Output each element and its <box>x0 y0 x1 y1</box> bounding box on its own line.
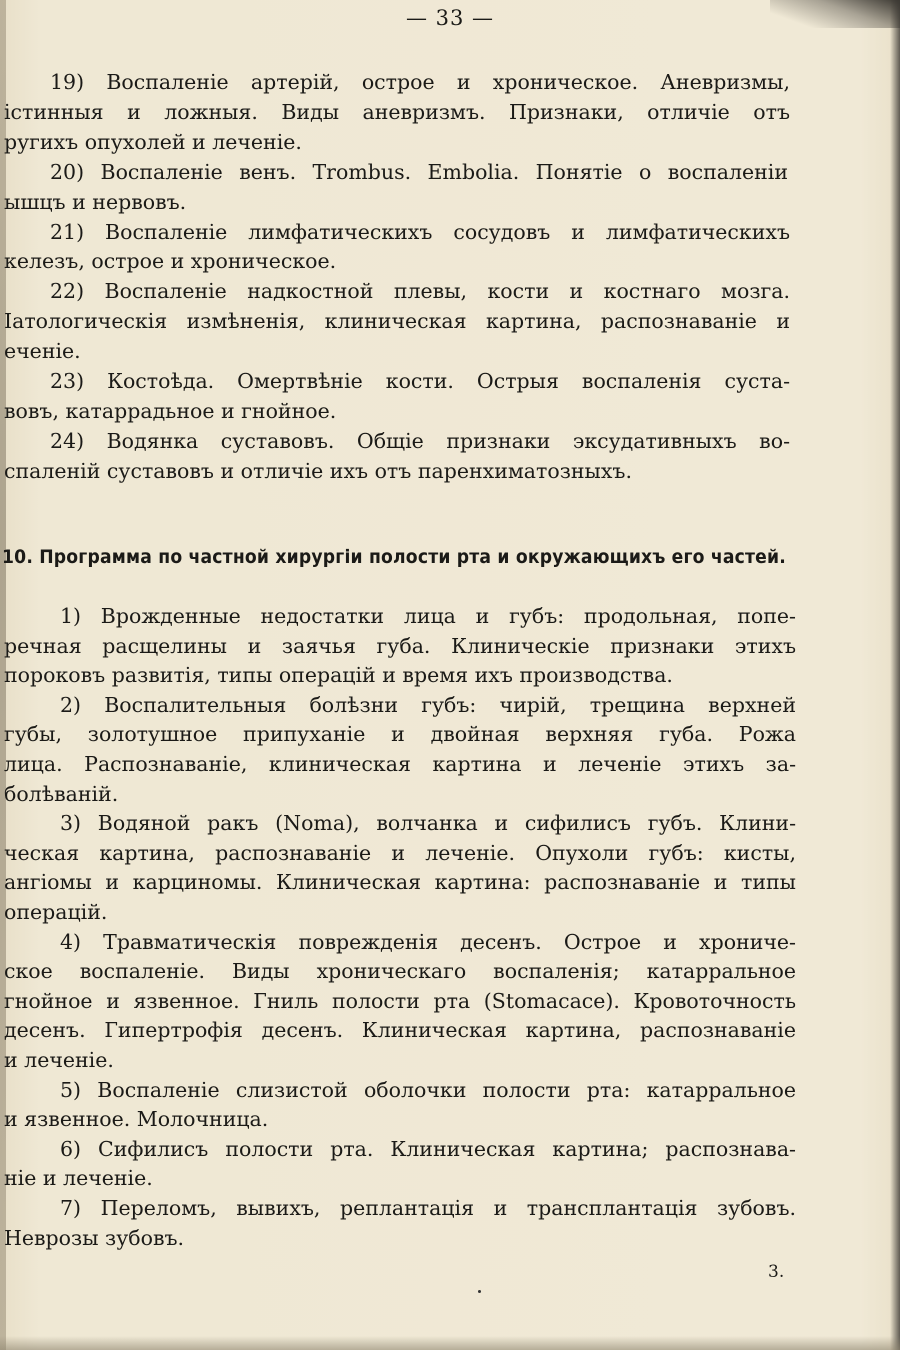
page-number: — 33 — <box>405 6 495 30</box>
text-line: 3) Водяной ракъ (Noma), волчанка и сифилисъ губъ. Клини- <box>60 811 796 836</box>
text-line: губы, золотушное припуханіе и двойная верхняя губа. Рожа <box>4 722 796 747</box>
text-line: ское воспаленіе. Виды хроническаго воспаленія; катарральное <box>4 959 796 984</box>
text-line: келезъ, острое и хроническое. <box>4 249 337 274</box>
text-line: 1) Врожденные недостатки лица и губъ: продольная, попе- <box>60 604 796 628</box>
text-line: 22) Воспаленіе надкостной плевы, кости и костнаго мозга. <box>50 279 790 304</box>
text-line: спаленій суставовъ и отличіе ихъ отъ паренхиматозныхъ. <box>4 458 632 483</box>
text-line: ругихъ опухолей и леченіе. <box>4 129 302 154</box>
text-line: и леченіе. <box>4 1048 114 1072</box>
text-line: 7) Переломъ, вывихъ, реплантація и трансплантація зубовъ. <box>60 1196 796 1220</box>
text-line: 2) Воспалительныя болѣзни губъ: чирій, трещина верхней <box>60 692 796 717</box>
text-line: істинныя и ложныя. Виды аневризмъ. Признаки, отличіе отъ <box>4 99 790 124</box>
text-line: 19) Воспаленіе артерій, острое и хроническое. Аневризмы, <box>50 70 790 94</box>
ink-speck <box>478 1290 481 1293</box>
text-line: 21) Воспаленіе лимфатическихъ сосудовъ и лимфатическихъ <box>50 219 790 244</box>
text-line: вовъ, катаррадьное и гнойное. <box>4 398 337 423</box>
text-line: гнойное и язвенное. Гниль полости рта (Stomacace). Кровоточность <box>4 988 796 1013</box>
text-line: 20) Воспаленіе венъ. Trombus. Embolia. Понятіе о воспаленіи <box>50 159 788 184</box>
text-line: десенъ. Гипертрофія десенъ. Клиническая картина, распознаваніе <box>4 1018 796 1043</box>
text-line: пороковъ развитія, типы операцій и время ихъ производства. <box>4 663 673 688</box>
text-line: ніе и леченіе. <box>4 1166 153 1191</box>
text-line: ышцъ и нервовъ. <box>4 189 187 214</box>
text-line: лица. Распознаваніе, клиническая картина и леченіе этихъ за- <box>4 752 796 776</box>
text-line: ческая картина, распознаваніе и леченіе. Опухоли губъ: кисты, <box>4 840 796 865</box>
signature-mark: 3. <box>768 1262 785 1282</box>
text-line: Неврозы зубовъ. <box>4 1225 185 1250</box>
section-heading: 10. Программа по частной хирургіи полости рта и окружающихъ его частей. <box>2 547 787 568</box>
text-line: 6) Сифилисъ полости рта. Клиническая картина; распознава- <box>60 1136 796 1161</box>
text-line: 4) Травматическія поврежденія десенъ. Острое и хрониче- <box>60 929 796 954</box>
text-line: 5) Воспаленіе слизистой оболочки полости рта: катарральное <box>60 1077 796 1102</box>
text-line: ангіомы и карциномы. Клиническая картина: распознаваніе и типы <box>4 870 796 895</box>
text-line: речная расщелины и заячья губа. Клиническіе признаки этихъ <box>4 633 796 658</box>
text-line: Іатологическія измѣненія, клиническая картина, распознаваніе и <box>4 309 790 334</box>
text-line: еченіе. <box>4 339 81 364</box>
text-line: операцій. <box>4 900 108 924</box>
text-line: и язвенное. Молочница. <box>4 1107 269 1132</box>
text-line: 23) Костоѣда. Омертвѣніе кости. Острыя воспаленія суста- <box>50 369 790 393</box>
text-line: болѣваній. <box>4 781 119 806</box>
text-line: 24) Водянка суставовъ. Общіе признаки эксудативныхъ во- <box>50 428 790 453</box>
